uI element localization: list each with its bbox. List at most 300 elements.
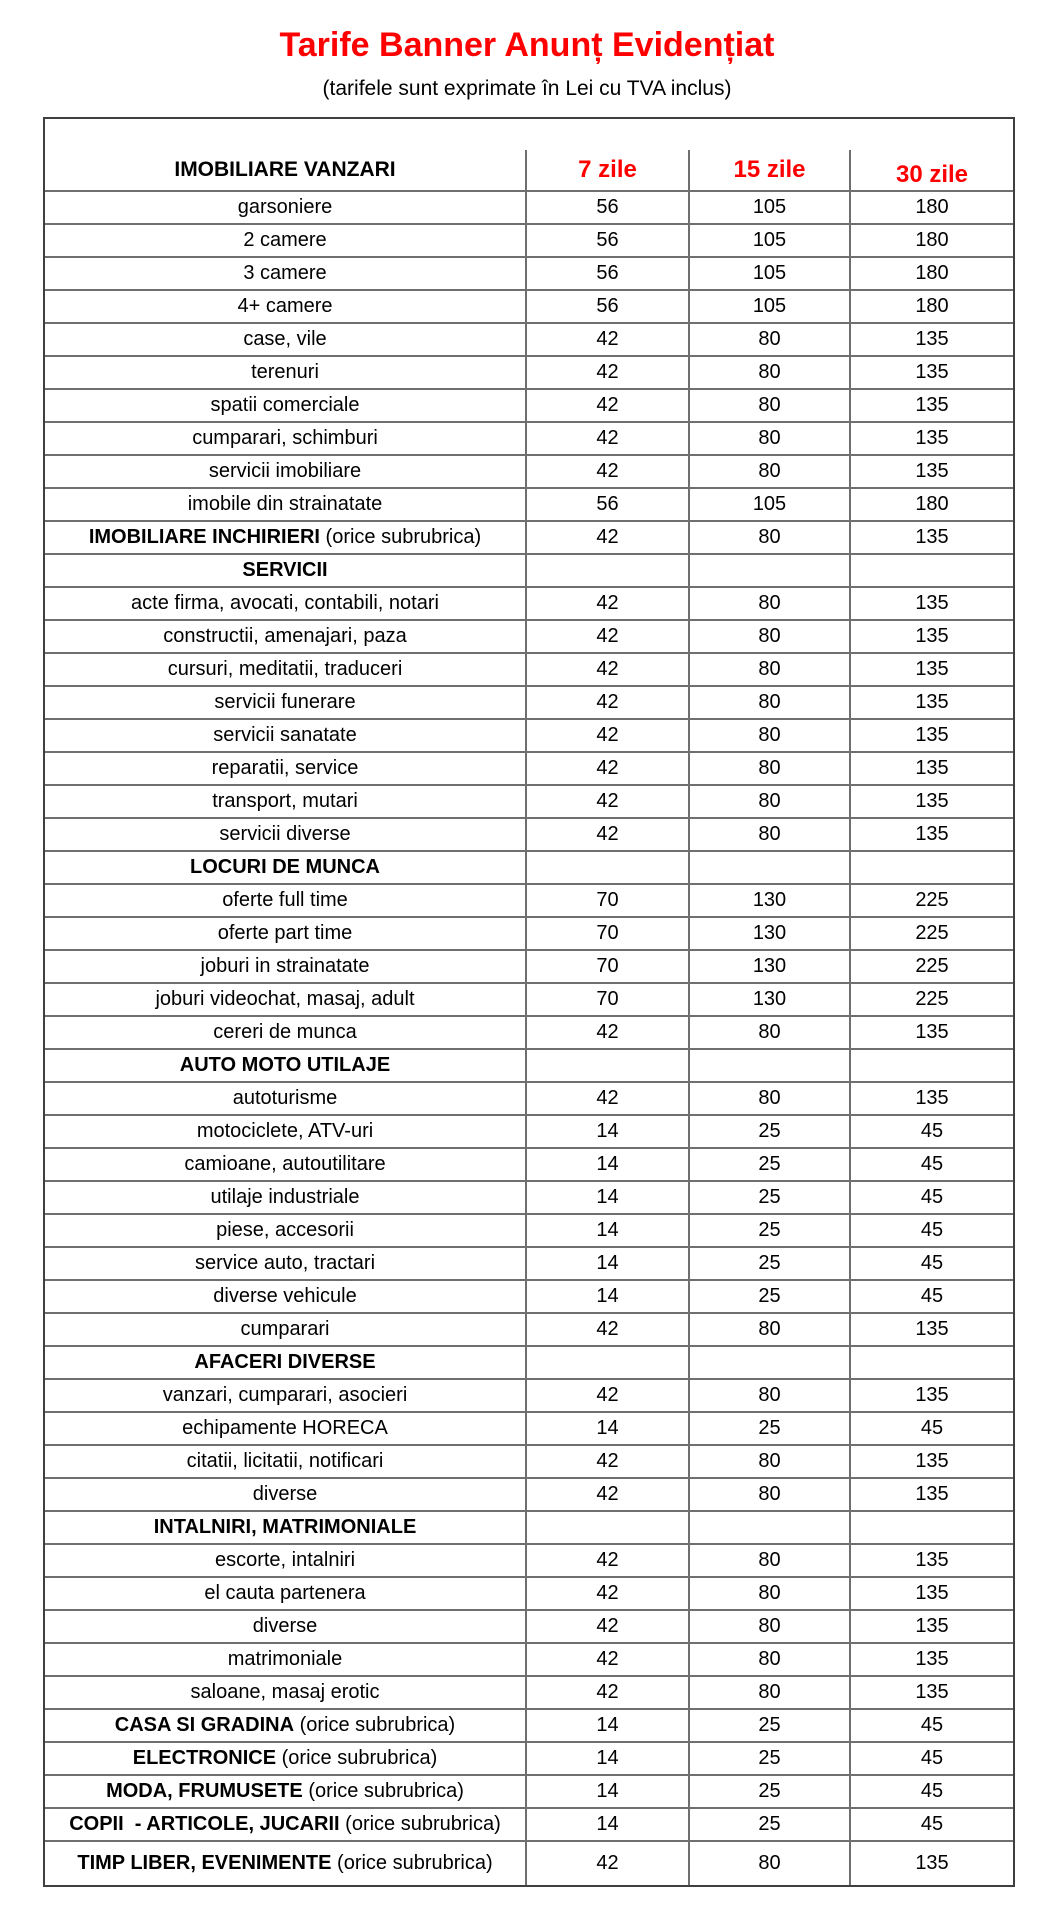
price-cell-30-zile: 45 xyxy=(849,1248,1013,1279)
price-cell-15-zile xyxy=(688,852,849,883)
category-text: servicii funerare xyxy=(214,691,356,713)
price-cell-30-zile: 45 xyxy=(849,1743,1013,1774)
table-row xyxy=(45,1213,1013,1246)
price-cell-15-zile: 80 xyxy=(688,1842,849,1885)
table-row xyxy=(45,817,1013,850)
price-cell-15-zile: 80 xyxy=(688,390,849,421)
price-cell-15-zile: 25 xyxy=(688,1182,849,1213)
price-cell-30-zile: 180 xyxy=(849,291,1013,322)
price-cell-7-zile: 42 xyxy=(525,1644,688,1675)
category-bold-text: CASA SI GRADINA xyxy=(114,1714,295,1736)
table-row xyxy=(45,1477,1013,1510)
category-cell xyxy=(45,1446,525,1477)
price-cell-7-zile: 42 xyxy=(525,753,688,784)
category-text: joburi videochat, masaj, adult xyxy=(155,988,415,1010)
price-cell-7-zile: 14 xyxy=(525,1743,688,1774)
price-cell-7-zile xyxy=(525,1512,688,1543)
table-row xyxy=(45,685,1013,718)
price-cell-7-zile: 14 xyxy=(525,1776,688,1807)
price-cell-7-zile: 42 xyxy=(525,324,688,355)
table-row xyxy=(45,619,1013,652)
price-cell-15-zile: 80 xyxy=(688,1479,849,1510)
price-cell-30-zile: 135 xyxy=(849,819,1013,850)
price-cell-30-zile: 135 xyxy=(849,1545,1013,1576)
table-row xyxy=(45,883,1013,916)
price-cell-15-zile: 80 xyxy=(688,687,849,718)
price-cell-7-zile: 56 xyxy=(525,192,688,223)
category-cell xyxy=(45,555,525,586)
price-cell-30-zile xyxy=(849,1512,1013,1543)
table-row xyxy=(45,223,1013,256)
table-row xyxy=(45,982,1013,1015)
price-cell-15-zile: 80 xyxy=(688,522,849,553)
category-cell xyxy=(45,687,525,718)
price-cell-15-zile xyxy=(688,1347,849,1378)
category-cell xyxy=(45,1281,525,1312)
category-text: terenuri xyxy=(251,361,319,383)
price-cell-15-zile: 25 xyxy=(688,1809,849,1840)
category-cell xyxy=(45,918,525,949)
price-cell-7-zile: 14 xyxy=(525,1248,688,1279)
category-text: servicii diverse xyxy=(219,823,351,845)
category-cell xyxy=(45,1578,525,1609)
table-row xyxy=(45,652,1013,685)
category-cell xyxy=(45,357,525,388)
category-cell xyxy=(45,489,525,520)
table-row xyxy=(45,487,1013,520)
price-cell-30-zile: 45 xyxy=(849,1710,1013,1741)
page-subtitle: (tarifele sunt exprimate în Lei cu TVA inclus) xyxy=(322,77,732,100)
price-cell-7-zile xyxy=(525,1347,688,1378)
price-cell-7-zile: 42 xyxy=(525,786,688,817)
price-cell-7-zile: 14 xyxy=(525,1182,688,1213)
category-cell xyxy=(45,423,525,454)
price-cell-15-zile: 105 xyxy=(688,192,849,223)
price-cell-7-zile: 56 xyxy=(525,225,688,256)
price-cell-15-zile: 80 xyxy=(688,654,849,685)
table-row xyxy=(45,520,1013,553)
category-bold-text: TIMP LIBER, EVENIMENTE xyxy=(77,1852,332,1874)
category-cell xyxy=(45,885,525,916)
table-row xyxy=(45,784,1013,817)
price-cell-7-zile xyxy=(525,852,688,883)
category-cell xyxy=(45,654,525,685)
price-cell-30-zile: 135 xyxy=(849,1083,1013,1114)
category-cell xyxy=(45,1248,525,1279)
price-cell-30-zile: 135 xyxy=(849,456,1013,487)
table-row xyxy=(45,388,1013,421)
category-text: cumparari, schimburi xyxy=(192,427,378,449)
category-text: servicii sanatate xyxy=(213,724,357,746)
price-cell-30-zile: 45 xyxy=(849,1116,1013,1147)
price-cell-15-zile: 80 xyxy=(688,819,849,850)
price-cell-7-zile: 56 xyxy=(525,258,688,289)
price-cell-30-zile: 135 xyxy=(849,1677,1013,1708)
category-cell xyxy=(45,1644,525,1675)
price-cell-30-zile: 135 xyxy=(849,720,1013,751)
price-cell-15-zile: 80 xyxy=(688,1677,849,1708)
category-text: diverse vehicule xyxy=(213,1285,357,1307)
category-text: (orice subrubrica) xyxy=(319,526,482,548)
price-cell-30-zile: 225 xyxy=(849,918,1013,949)
category-cell xyxy=(45,1215,525,1246)
category-text: utilaje industriale xyxy=(210,1186,360,1208)
price-cell-30-zile: 135 xyxy=(849,1842,1013,1885)
price-cell-7-zile: 14 xyxy=(525,1809,688,1840)
category-text: spatii comerciale xyxy=(210,394,360,416)
price-cell-7-zile: 56 xyxy=(525,489,688,520)
price-cell-30-zile: 135 xyxy=(849,423,1013,454)
category-cell xyxy=(45,1842,525,1885)
price-cell-15-zile: 130 xyxy=(688,885,849,916)
header-col-30-zile: 30 zile xyxy=(849,150,1013,190)
price-cell-15-zile xyxy=(688,1512,849,1543)
category-bold-text: AFACERI DIVERSE xyxy=(194,1351,376,1373)
table-row xyxy=(45,355,1013,388)
price-cell-15-zile: 130 xyxy=(688,951,849,982)
category-text: (orice subrubrica) xyxy=(276,1747,438,1769)
category-text: motociclete, ATV-uri xyxy=(196,1120,374,1142)
price-cell-7-zile: 42 xyxy=(525,621,688,652)
table-row xyxy=(45,586,1013,619)
price-cell-7-zile: 42 xyxy=(525,1578,688,1609)
price-cell-7-zile: 42 xyxy=(525,1479,688,1510)
category-cell xyxy=(45,324,525,355)
category-cell xyxy=(45,1809,525,1840)
price-cell-15-zile: 130 xyxy=(688,984,849,1015)
category-cell xyxy=(45,984,525,1015)
price-cell-7-zile: 42 xyxy=(525,1380,688,1411)
table-row xyxy=(45,1741,1013,1774)
price-cell-7-zile: 42 xyxy=(525,1842,688,1885)
table-row xyxy=(45,916,1013,949)
table-row xyxy=(45,1609,1013,1642)
price-cell-15-zile: 80 xyxy=(688,753,849,784)
price-cell-15-zile: 25 xyxy=(688,1116,849,1147)
price-cell-30-zile: 135 xyxy=(849,588,1013,619)
price-cell-7-zile: 70 xyxy=(525,951,688,982)
price-cell-7-zile: 42 xyxy=(525,390,688,421)
price-cell-30-zile: 180 xyxy=(849,192,1013,223)
table-row xyxy=(45,1378,1013,1411)
price-cell-15-zile: 105 xyxy=(688,258,849,289)
page-title: Tarife Banner Anunț Evidențiat xyxy=(279,26,775,64)
price-cell-30-zile: 225 xyxy=(849,951,1013,982)
price-cell-7-zile: 70 xyxy=(525,885,688,916)
table-row xyxy=(45,1642,1013,1675)
category-cell xyxy=(45,1347,525,1378)
price-cell-7-zile: 14 xyxy=(525,1710,688,1741)
price-cell-30-zile: 45 xyxy=(849,1413,1013,1444)
price-cell-30-zile: 135 xyxy=(849,1314,1013,1345)
category-text: diverse xyxy=(252,1615,318,1637)
category-bold-text: INTALNIRI, MATRIMONIALE xyxy=(153,1516,417,1538)
category-text: (orice subrubrica) xyxy=(339,1813,501,1835)
category-text: 2 camere xyxy=(243,229,327,251)
category-text: imobile din strainatate xyxy=(187,493,383,515)
category-bold-text: AUTO MOTO UTILAJE xyxy=(179,1054,391,1076)
price-cell-7-zile: 14 xyxy=(525,1281,688,1312)
price-cell-30-zile: 135 xyxy=(849,1017,1013,1048)
price-cell-7-zile: 14 xyxy=(525,1149,688,1180)
table-row xyxy=(45,1774,1013,1807)
price-cell-15-zile: 80 xyxy=(688,324,849,355)
category-text: escorte, intalniri xyxy=(214,1549,356,1571)
category-cell xyxy=(45,225,525,256)
price-cell-7-zile: 42 xyxy=(525,819,688,850)
table-row xyxy=(45,256,1013,289)
price-cell-15-zile: 80 xyxy=(688,1083,849,1114)
table-row xyxy=(45,1444,1013,1477)
category-text: autoturisme xyxy=(232,1087,338,1109)
category-text: el cauta partenera xyxy=(204,1582,366,1604)
price-cell-30-zile: 135 xyxy=(849,654,1013,685)
price-cell-7-zile: 42 xyxy=(525,1314,688,1345)
price-cell-30-zile: 180 xyxy=(849,258,1013,289)
category-bold-text: LOCURI DE MUNCA xyxy=(190,856,380,878)
category-cell xyxy=(45,1182,525,1213)
price-cell-15-zile: 25 xyxy=(688,1248,849,1279)
category-text: (orice subrubrica) xyxy=(331,1852,493,1874)
price-cell-7-zile: 56 xyxy=(525,291,688,322)
category-cell xyxy=(45,1314,525,1345)
category-cell xyxy=(45,1710,525,1741)
category-text: garsoniere xyxy=(237,196,333,218)
category-bold-text: IMOBILIARE INCHIRIERI xyxy=(88,526,320,548)
price-cell-30-zile: 135 xyxy=(849,1380,1013,1411)
category-cell xyxy=(45,852,525,883)
table-row xyxy=(45,1180,1013,1213)
price-cell-15-zile: 130 xyxy=(688,918,849,949)
table-row xyxy=(45,1147,1013,1180)
table-row xyxy=(45,421,1013,454)
category-cell xyxy=(45,1083,525,1114)
price-cell-7-zile: 42 xyxy=(525,522,688,553)
table-body xyxy=(45,190,1013,1885)
category-cell xyxy=(45,291,525,322)
price-cell-15-zile: 80 xyxy=(688,786,849,817)
category-text: (orice subrubrica) xyxy=(294,1714,456,1736)
category-cell xyxy=(45,1380,525,1411)
price-cell-30-zile: 180 xyxy=(849,489,1013,520)
category-bold-text: ELECTRONICE xyxy=(132,1747,277,1769)
category-bold-text: MODA, FRUMUSETE xyxy=(106,1780,303,1802)
category-cell xyxy=(45,786,525,817)
category-cell xyxy=(45,1149,525,1180)
table-row xyxy=(45,1246,1013,1279)
price-cell-15-zile: 25 xyxy=(688,1743,849,1774)
price-cell-7-zile: 70 xyxy=(525,984,688,1015)
price-cell-7-zile: 14 xyxy=(525,1116,688,1147)
category-text: servicii imobiliare xyxy=(208,460,362,482)
table-row xyxy=(45,190,1013,223)
table-row xyxy=(45,949,1013,982)
category-text: case, vile xyxy=(243,328,327,350)
table-row xyxy=(45,1510,1013,1543)
price-cell-15-zile: 25 xyxy=(688,1776,849,1807)
price-cell-30-zile: 135 xyxy=(849,687,1013,718)
price-cell-7-zile: 14 xyxy=(525,1215,688,1246)
category-cell xyxy=(45,522,525,553)
price-cell-30-zile: 45 xyxy=(849,1182,1013,1213)
price-cell-7-zile xyxy=(525,1050,688,1081)
category-text: joburi in strainatate xyxy=(200,955,370,977)
category-text: constructii, amenajari, paza xyxy=(163,625,407,647)
table-row xyxy=(45,850,1013,883)
table-row xyxy=(45,1114,1013,1147)
category-bold-text: COPII - ARTICOLE, JUCARII xyxy=(69,1813,340,1835)
price-cell-7-zile: 42 xyxy=(525,1677,688,1708)
category-cell xyxy=(45,753,525,784)
price-cell-30-zile: 45 xyxy=(849,1215,1013,1246)
price-cell-30-zile: 135 xyxy=(849,1578,1013,1609)
category-cell xyxy=(45,1743,525,1774)
table-header-spacer xyxy=(45,119,1013,150)
table-row xyxy=(45,289,1013,322)
price-cell-7-zile: 70 xyxy=(525,918,688,949)
price-cell-15-zile: 80 xyxy=(688,621,849,652)
table-row xyxy=(45,454,1013,487)
price-cell-30-zile: 135 xyxy=(849,1611,1013,1642)
category-cell xyxy=(45,720,525,751)
table-header-row xyxy=(45,150,1013,190)
table-row xyxy=(45,1840,1013,1885)
table-row xyxy=(45,1543,1013,1576)
table-row xyxy=(45,1708,1013,1741)
table-row xyxy=(45,1576,1013,1609)
price-cell-15-zile: 80 xyxy=(688,456,849,487)
category-cell xyxy=(45,258,525,289)
category-cell xyxy=(45,1116,525,1147)
price-cell-7-zile: 42 xyxy=(525,423,688,454)
price-cell-30-zile: 135 xyxy=(849,621,1013,652)
category-cell xyxy=(45,621,525,652)
category-text: matrimoniale xyxy=(227,1648,343,1670)
price-cell-30-zile: 135 xyxy=(849,1644,1013,1675)
price-cell-30-zile: 45 xyxy=(849,1809,1013,1840)
category-text: camioane, autoutilitare xyxy=(184,1153,386,1175)
price-cell-7-zile: 42 xyxy=(525,357,688,388)
category-cell xyxy=(45,1050,525,1081)
category-text: echipamente HORECA xyxy=(182,1417,388,1439)
category-text: saloane, masaj erotic xyxy=(190,1681,380,1703)
price-cell-15-zile: 80 xyxy=(688,1380,849,1411)
category-text: 4+ camere xyxy=(237,295,333,317)
price-cell-15-zile: 105 xyxy=(688,225,849,256)
header-col-7-zile: 7 zile xyxy=(525,150,688,190)
price-cell-7-zile: 42 xyxy=(525,1017,688,1048)
price-cell-30-zile: 135 xyxy=(849,390,1013,421)
category-text: oferte full time xyxy=(222,889,348,911)
price-cell-30-zile: 135 xyxy=(849,786,1013,817)
category-text: piese, accesorii xyxy=(216,1219,354,1241)
price-cell-15-zile: 80 xyxy=(688,423,849,454)
category-text: 3 camere xyxy=(243,262,327,284)
price-cell-15-zile: 80 xyxy=(688,357,849,388)
category-text: cereri de munca xyxy=(213,1021,357,1043)
price-cell-7-zile: 42 xyxy=(525,720,688,751)
category-text: (orice subrubrica) xyxy=(302,1780,464,1802)
pricing-table xyxy=(43,117,1015,1887)
category-cell xyxy=(45,1611,525,1642)
category-text: transport, mutari xyxy=(212,790,358,812)
price-cell-30-zile: 45 xyxy=(849,1776,1013,1807)
price-cell-15-zile: 80 xyxy=(688,1578,849,1609)
price-cell-30-zile: 135 xyxy=(849,1446,1013,1477)
category-cell xyxy=(45,1677,525,1708)
price-cell-30-zile: 180 xyxy=(849,225,1013,256)
price-cell-7-zile xyxy=(525,555,688,586)
price-cell-15-zile: 25 xyxy=(688,1281,849,1312)
table-row xyxy=(45,1312,1013,1345)
price-cell-30-zile: 135 xyxy=(849,522,1013,553)
price-cell-15-zile xyxy=(688,555,849,586)
table-row xyxy=(45,1345,1013,1378)
price-cell-7-zile: 42 xyxy=(525,687,688,718)
table-row xyxy=(45,1807,1013,1840)
header-col-15-zile: 15 zile xyxy=(688,150,849,190)
price-cell-30-zile: 135 xyxy=(849,324,1013,355)
price-cell-15-zile: 80 xyxy=(688,1446,849,1477)
price-cell-30-zile: 45 xyxy=(849,1281,1013,1312)
price-cell-15-zile: 105 xyxy=(688,489,849,520)
price-cell-7-zile: 42 xyxy=(525,1446,688,1477)
category-cell xyxy=(45,951,525,982)
price-cell-15-zile: 105 xyxy=(688,291,849,322)
category-bold-text: SERVICII xyxy=(242,559,328,581)
category-cell xyxy=(45,1776,525,1807)
category-text: reparatii, service xyxy=(211,757,359,779)
price-cell-30-zile: 135 xyxy=(849,357,1013,388)
price-cell-30-zile xyxy=(849,1050,1013,1081)
price-cell-15-zile: 80 xyxy=(688,588,849,619)
table-row xyxy=(45,1081,1013,1114)
table-row xyxy=(45,1279,1013,1312)
table-row xyxy=(45,751,1013,784)
table-row xyxy=(45,322,1013,355)
price-cell-30-zile: 45 xyxy=(849,1149,1013,1180)
price-cell-15-zile: 25 xyxy=(688,1710,849,1741)
category-text: acte firma, avocati, contabili, notari xyxy=(131,592,439,614)
category-cell xyxy=(45,1512,525,1543)
category-cell xyxy=(45,588,525,619)
price-cell-7-zile: 42 xyxy=(525,456,688,487)
category-text: vanzari, cumparari, asocieri xyxy=(162,1384,408,1406)
price-cell-15-zile: 80 xyxy=(688,720,849,751)
category-cell xyxy=(45,192,525,223)
price-cell-15-zile: 25 xyxy=(688,1215,849,1246)
price-cell-15-zile: 80 xyxy=(688,1644,849,1675)
category-cell xyxy=(45,1017,525,1048)
price-cell-15-zile xyxy=(688,1050,849,1081)
price-cell-30-zile xyxy=(849,1347,1013,1378)
table-row xyxy=(45,553,1013,586)
price-cell-15-zile: 80 xyxy=(688,1314,849,1345)
price-cell-30-zile: 135 xyxy=(849,1479,1013,1510)
price-cell-7-zile: 42 xyxy=(525,1611,688,1642)
table-row xyxy=(45,718,1013,751)
header-category-label: IMOBILIARE VANZARI xyxy=(174,157,396,181)
table-row xyxy=(45,1411,1013,1444)
category-text: cursuri, meditatii, traduceri xyxy=(167,658,403,680)
category-text: diverse xyxy=(252,1483,318,1505)
price-cell-30-zile: 225 xyxy=(849,885,1013,916)
price-cell-15-zile: 80 xyxy=(688,1611,849,1642)
table-row xyxy=(45,1015,1013,1048)
price-cell-7-zile: 42 xyxy=(525,654,688,685)
price-cell-15-zile: 80 xyxy=(688,1017,849,1048)
category-cell xyxy=(45,390,525,421)
